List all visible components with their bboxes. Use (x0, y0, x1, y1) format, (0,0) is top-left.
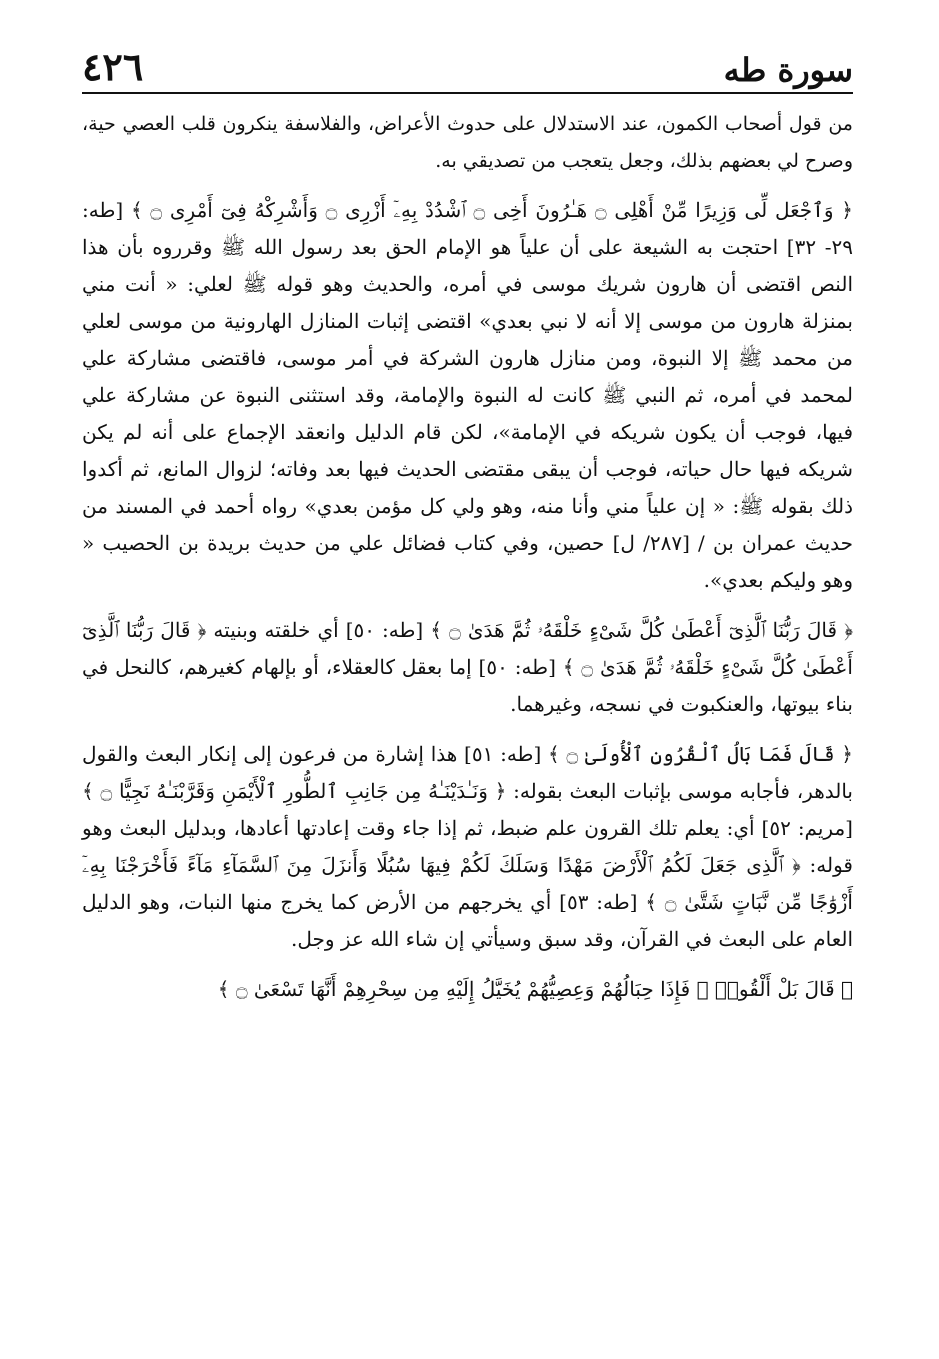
page-number: ٤٢٦ (82, 44, 144, 89)
header-rule (82, 92, 853, 94)
page-body (82, 106, 853, 1319)
surah-title: سورة طه (723, 51, 853, 89)
paragraph: ﴿ قَالَ فَمَا بَالُ ٱلْقُرُونِ ٱلْأُولَىٰ ۝ ﴾ [طه: ٥١] هذا إشارة من فرعون إلى إنكار البعث والقول بالدهر، فأجابه موسى بإثبات البعث بقوله: ﴿ وَنَـٰدَيْنَـٰهُ مِن جَانِبِ ٱلطُّورِ ٱلْأَيْمَنِ وَقَرَّبْنَـٰهُ نَجِيًّا ۝ ﴾ [مريم: ٥٢] أي: يعلم تلك القرون علم ضبط، ثم إذا جاء وقت إعادتها أعادها، وبدليل البعث وهو قوله: ﴿ ٱلَّذِى جَعَلَ لَكُمُ ٱلْأَرْضَ مَهْدًا وَسَلَكَ لَكُمْ فِيهَا سُبُلًا وَأَنزَلَ مِنَ ٱلسَّمَآءِ مَآءً فَأَخْرَجْنَا بِهِۦٓ أَزْوَٰجًا مِّن نَّبَاتٍ شَتَّىٰ ۝ ﴾ [طه: ٥٣] أي يخرجهم من الأرض كما يخرج منها النبات، وهو الدليل العام على البعث في القرآن، وقد سبق وسيأتي إن شاء الله عز وجل. (82, 742, 853, 952)
paragraph: ﴿ قَالَ بَلْ أَلْقُوا۟ ۖ فَإِذَا حِبَالُهُمْ وَعِصِيُّهُمْ يُخَيَّلُ إِلَيْهِ مِن سِحْرِهِمْ أَنَّهَا تَسْعَىٰ ۝ ﴾ (217, 977, 853, 1002)
page-header (82, 28, 853, 89)
paragraph: ﴿ قَالَ رَبُّنَا ٱلَّذِىٓ أَعْطَىٰ كُلَّ شَىْءٍ خَلْقَهُۥ ثُمَّ هَدَىٰ ۝ ﴾ [طه: ٥٠] أي خلقته وبنيته ﴿ قَالَ رَبُّنَا ٱلَّذِىٓ أَعْطَىٰ كُلَّ شَىْءٍ خَلْقَهُۥ ثُمَّ هَدَىٰ ۝ ﴾ [طه: ٥٠] إما بعقل كالعقلاء، أو بإلهام كغيرهم، كالنحل في بناء بيوتها، والعنكبوت في نسجه، وغيرهما. (82, 618, 853, 717)
paragraph: من قول أصحاب الكمون، عند الاستدلال على حدوث الأعراض، والفلاسفة ينكرون قلب العصي حية، وصرح لي بعضهم بذلك، وجعل يتعجب من تصديقي به. (82, 113, 853, 172)
paragraph: ﴿ وَٱجْعَل لِّى وَزِيرًا مِّنْ أَهْلِى ۝ هَـٰرُونَ أَخِى ۝ ٱشْدُدْ بِهِۦٓ أَزْرِى ۝ وَأَشْرِكْهُ فِىٓ أَمْرِى ۝ ﴾ [طه: ٢٩- ٣٢] احتجت به الشيعة على أن علياً هو الإمام الحق بعد رسول الله ﷺ وقرروه بأن هذا النص اقتضى أن هارون شريك موسى في أمره، والحديث وهو قوله ﷺ لعلي: « أنت مني بمنزلة هارون من موسى إلا أنه لا نبي بعدي» اقتضى إثبات المنازل الهارونية من موسى لعلي من محمد ﷺ إلا النبوة، ومن منازل هارون الشركة في أمر موسى، فاقتضى مشاركة علي لمحمد في أمره، ثم النبي ﷺ كانت له النبوة والإمامة، وقد استثنى النبوة عن مشاركة علي فيها، فوجب أن يكون شريكه في الإمامة»، لكن قام الدليل وانعقد الإجماع على أنه لم يكن شريكه فيها حال حياته، فوجب أن يبقى مقتضى الحديث فيها بعد وفاته؛ لزوال المانع، ثم أكدوا ذلك بقوله ﷺ: « إن علياً مني وأنا منه، وهو ولي كل مؤمن بعدي» رواه أحمد في المسند من حديث عمران بن / [٢٨٧/ ل] حصين، وفي كتاب فضائل علي من حديث بريدة بن الحصيب « وهو وليكم بعدي». (82, 198, 854, 593)
